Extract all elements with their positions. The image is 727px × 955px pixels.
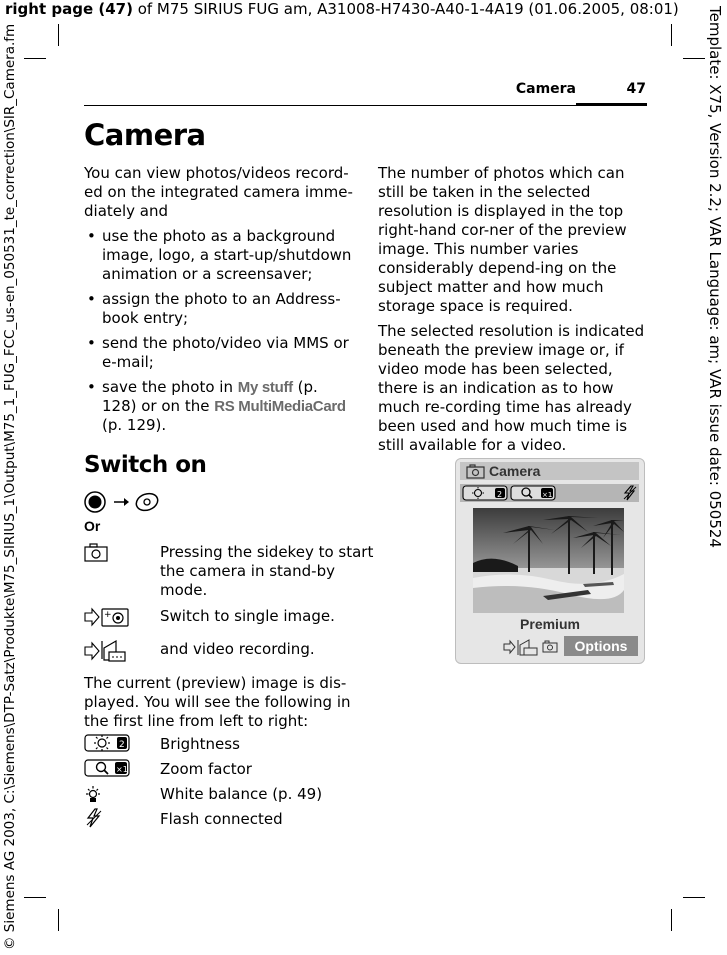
video-recording-text: and video recording. <box>160 640 315 658</box>
crop-mark <box>24 58 46 59</box>
options-label: Options <box>574 638 628 654</box>
my-stuff-ref: My stuff <box>237 379 293 396</box>
preview-photo <box>473 508 624 613</box>
camera-icon <box>466 464 486 479</box>
phone-status-icons <box>460 484 639 502</box>
zoom-label: Zoom factor <box>160 760 252 778</box>
camera-shutter-icon[interactable] <box>542 640 558 653</box>
list-item: • use the photo as a background image, logo, a start-up/shutdown animation or a screensaver; <box>84 227 354 284</box>
running-head-rule-bold <box>576 103 647 106</box>
list-item: • assign the photo to an Address-book entry; <box>84 290 354 328</box>
svg-text:×1: ×1 <box>116 765 128 774</box>
list-item: • send the photo/video via MMS or e-mail; <box>84 334 354 372</box>
video-recording-icon <box>84 638 154 662</box>
print-header-doc: of M75 SIRIUS FUG am, A31008-H7430-A40-1-4A19 (01.06.2005, 08:01) <box>132 0 679 18</box>
print-header-page: right page (47) <box>5 0 133 18</box>
photo-count-paragraph: The number of photos which can still be taken in the selected resolution is displayed in the top right-hand cor-ner of the preview image. This number varies considerably depend-ing on the subject matter and how much storage space is required. <box>378 164 627 315</box>
flash-icon <box>84 808 154 828</box>
crop-mark <box>683 897 705 898</box>
side-template: Template: X75, Version 2.2; VAR Language: am; VAR issue date: 050524 <box>706 6 724 548</box>
video-mode-icon[interactable] <box>503 638 543 656</box>
right-column <box>378 164 650 455</box>
crop-mark <box>671 24 672 46</box>
bullet-text: (p. 128) or on the <box>102 378 318 415</box>
arrow-right-icon <box>114 498 129 506</box>
camera-menu-icon <box>134 491 160 513</box>
resolution-label: Premium <box>520 616 580 632</box>
svg-text:+: + <box>104 610 112 620</box>
zoom-icon <box>511 486 555 500</box>
options-softkey[interactable] <box>564 636 638 656</box>
running-head-page: 47 <box>626 81 646 97</box>
intro-text: You can view photos/videos record-ed on the integrated camera imme-diately and <box>84 164 353 220</box>
bullet-text: save the photo in <box>102 378 238 396</box>
phone-title: Camera <box>489 463 541 479</box>
single-image-text: Switch to single image. <box>160 607 335 625</box>
preview-description: The current (preview) image is dis-played. You will see the following in the first line from left to right: <box>84 674 351 730</box>
page-title: Camera <box>84 118 206 152</box>
crop-mark <box>58 909 59 931</box>
white-balance-icon <box>84 784 154 804</box>
brightness-label: Brightness <box>160 735 240 753</box>
flash-icon <box>623 485 637 501</box>
crop-mark <box>58 24 59 46</box>
svg-text:2: 2 <box>497 490 503 499</box>
crop-mark <box>671 909 672 931</box>
running-head-rule <box>84 105 647 106</box>
multimediacard-ref: RS MultiMediaCard <box>214 398 346 415</box>
side-copyright: © Siemens AG 2003, C:\Siemens\DTP-Satz\Produkte\M75_SIRIUS_1\Output\M75_1_FUG_FCC_us-en_050531_te_correction\SIR_Camera.fm <box>2 23 18 950</box>
camera-sidekey-icon <box>84 543 154 563</box>
crop-mark <box>683 58 705 59</box>
phone-title-bar <box>460 462 639 480</box>
nav-key-sequence <box>84 491 174 513</box>
svg-text:×1: ×1 <box>542 491 553 499</box>
print-header <box>5 0 679 18</box>
brightness-icon <box>84 733 154 753</box>
running-head-title: Camera <box>515 81 576 97</box>
switch-on-heading: Switch on <box>84 452 207 478</box>
sidekey-text: Pressing the sidekey to start the camera in stand-by mode. <box>160 543 374 599</box>
resolution-paragraph: The selected resolution is indicated beneath the preview image or, if video mode has been selected, there is an indication as to how much re-cording time has already been used and how much time is still available for a video. <box>378 322 645 454</box>
bullet-text: (p. 129). <box>102 416 167 434</box>
zoom-icon <box>84 758 154 778</box>
single-image-icon <box>84 606 154 628</box>
flash-label: Flash connected <box>160 810 283 828</box>
crop-mark <box>24 897 46 898</box>
list-item <box>84 378 354 435</box>
svg-text:2: 2 <box>119 740 125 750</box>
intro-bullet-list <box>84 227 354 435</box>
navigation-key-icon <box>85 492 105 512</box>
intro-block <box>84 164 354 441</box>
phone-screen <box>455 458 645 664</box>
white-balance-label: White balance (p. 49) <box>160 785 323 803</box>
brightness-icon <box>463 486 507 500</box>
or-label: Or <box>84 518 101 534</box>
